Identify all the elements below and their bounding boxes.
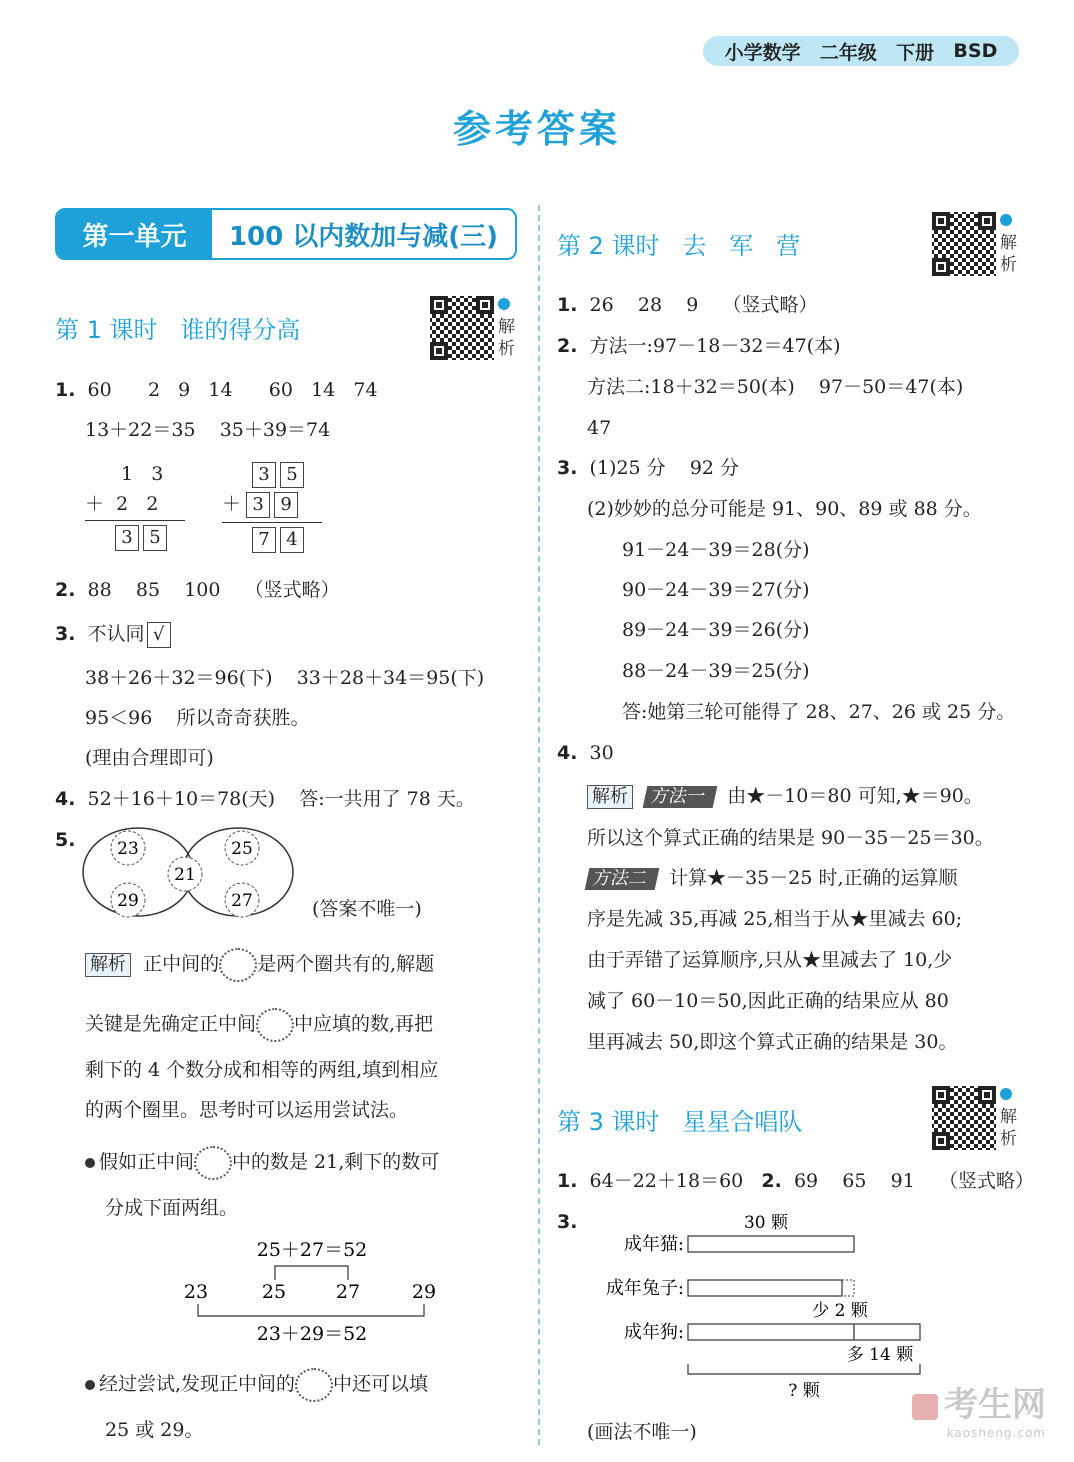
q-number: 2. bbox=[557, 335, 578, 357]
l3-q3-note: (画法不唯一) bbox=[587, 1421, 697, 1443]
l2-q2-l3: 47 bbox=[587, 417, 612, 439]
lesson3-title: 第 3 课时 星星合唱队 bbox=[557, 1108, 803, 1136]
analysis-tag: 解析 bbox=[85, 953, 131, 977]
l2-q3-ans: 答:她第三轮可能得了 28、27、26 或 25 分。 bbox=[622, 701, 1016, 723]
l2-q4-text: 30 bbox=[589, 742, 614, 764]
watermark-logo-icon bbox=[912, 1394, 938, 1420]
l1-q1-line1: 60 2 9 14 60 14 74 bbox=[87, 379, 378, 401]
flower-29 bbox=[111, 883, 145, 917]
l1-q2 bbox=[55, 578, 340, 602]
l1-a-p1b: 是两个圈共有的,解题 bbox=[257, 953, 435, 975]
l2-q3-calc: 91－24－39＝28(分) bbox=[622, 539, 810, 561]
l1-analysis-p4: 的两个圈里。思考时可以运用尝试法。 bbox=[85, 1099, 409, 1121]
l1-analysis-b1 bbox=[85, 1146, 439, 1180]
l1-a-b2b: 中还可以填 bbox=[333, 1373, 429, 1395]
vc1-plus: ＋ bbox=[85, 493, 105, 515]
l2-q2 bbox=[557, 334, 840, 358]
l2-analysis-l2: 所以这个算式正确的结果是 90－35－25＝30。 bbox=[587, 827, 994, 849]
lesson2-title: 第 2 课时 去 军 营 bbox=[557, 232, 801, 260]
l2-q3-l1: (1)25 分 92 分 bbox=[589, 457, 740, 479]
vc2-res-box[interactable]: 7 bbox=[252, 527, 276, 553]
analysis-tag: 解析 bbox=[587, 785, 633, 809]
unit-label: 第一单元 bbox=[57, 210, 212, 258]
l1-q2-text: 88 85 100 （竖式略） bbox=[87, 579, 340, 601]
l2-analysis-l6: 减了 60－10＝50,因此正确的结果应从 80 bbox=[587, 990, 949, 1012]
check-box[interactable]: √ bbox=[147, 622, 171, 648]
bar-dog-label: 成年狗: bbox=[623, 1322, 684, 1343]
bar-less-label: 少 2 颗 bbox=[812, 1301, 868, 1321]
l2-q1 bbox=[557, 293, 817, 317]
l2-q3-l2: (2)妙妙的总分可能是 91、90、89 或 88 分。 bbox=[587, 498, 982, 520]
header-pill bbox=[703, 36, 1019, 66]
l1-a-b1b: 中的数是 21,剩下的数可 bbox=[232, 1151, 440, 1173]
vc1-res-box[interactable]: 5 bbox=[143, 525, 167, 551]
q-number: 1. bbox=[557, 1170, 578, 1192]
l3-q1-text: 64－22＋18＝60 bbox=[589, 1170, 744, 1192]
watermark bbox=[912, 1377, 1046, 1440]
vc1-mid: 2 2 bbox=[116, 493, 159, 515]
diagram-top-eq: 25＋27＝52 bbox=[256, 1239, 368, 1261]
play-icon bbox=[1000, 214, 1012, 226]
l2-q3 bbox=[557, 456, 739, 480]
lesson1-scan-link[interactable] bbox=[498, 294, 518, 360]
l1-analysis-p3: 剩下的 4 个数分成和相等的两组,填到相应 bbox=[85, 1059, 439, 1081]
lesson3-qr-code-icon[interactable] bbox=[930, 1084, 998, 1152]
bar-more-label: 多 14 颗 bbox=[846, 1345, 914, 1365]
flower-icon bbox=[194, 1146, 232, 1180]
method-tag: 方法一 bbox=[643, 786, 718, 808]
l2-analysis-l7: 里再减去 50,即这个算式正确的结果是 30。 bbox=[587, 1031, 958, 1053]
q-number: 4. bbox=[557, 742, 578, 764]
bar-total-label: ? 颗 bbox=[788, 1381, 820, 1401]
vc1-res-box[interactable]: 3 bbox=[115, 525, 139, 551]
column-divider bbox=[538, 205, 540, 1445]
l1-q3-line3: 95＜96 所以奇奇获胜。 bbox=[85, 707, 310, 729]
l1-a-b1a: 假如正中间 bbox=[99, 1151, 195, 1173]
q-number: 1. bbox=[55, 379, 76, 401]
l1-q4 bbox=[55, 787, 475, 811]
l1-q4-text: 52＋16＋10＝78(天) 答:一共用了 78 天。 bbox=[87, 788, 475, 810]
l2-q4 bbox=[557, 741, 614, 765]
diagram-num: 27 bbox=[335, 1281, 361, 1303]
q-number: 5. bbox=[55, 829, 76, 851]
method-tag: 方法二 bbox=[585, 868, 660, 890]
l2-q2-l2: 方法二:18＋32＝50(本) 97－50＝47(本) bbox=[587, 376, 964, 398]
l1-q5-number bbox=[55, 828, 75, 852]
l1-q5-note: (答案不唯一) bbox=[312, 898, 422, 920]
bar-cat-label: 成年猫: bbox=[623, 1234, 684, 1255]
vc2-plus: ＋ bbox=[222, 493, 242, 515]
lesson1-qr-code-icon[interactable] bbox=[428, 294, 496, 362]
l1-analysis-b2c: 25 或 29。 bbox=[105, 1419, 204, 1441]
l2-q3-calc: 89－24－39＝26(分) bbox=[622, 619, 810, 641]
l3-q1 bbox=[557, 1169, 1034, 1193]
l2-analysis-l1 bbox=[587, 784, 983, 809]
l3-q3-number bbox=[557, 1210, 577, 1234]
q-number: 4. bbox=[55, 788, 76, 810]
bulb-icon bbox=[85, 1380, 95, 1390]
watermark-name: 考生网 bbox=[944, 1385, 1046, 1425]
lesson2-scan-link[interactable] bbox=[1000, 210, 1020, 276]
bar-rabbit-label: 成年兔子: bbox=[605, 1278, 684, 1299]
l1-q3-text: 不认同 bbox=[87, 623, 145, 645]
page-title: 参考答案 bbox=[452, 107, 621, 151]
l1-a-p2b: 中应填的数,再把 bbox=[294, 1013, 434, 1035]
l2-q1-text: 26 28 9 （竖式略） bbox=[589, 294, 818, 316]
l1-a-b2a: 经过尝试,发现正中间的 bbox=[99, 1373, 296, 1395]
flower-25 bbox=[225, 831, 259, 865]
q-number: 3. bbox=[55, 623, 76, 645]
lesson2-qr-code-icon[interactable] bbox=[930, 210, 998, 278]
flower-icon bbox=[295, 1368, 333, 1402]
vc2-mid-box[interactable]: 3 bbox=[246, 492, 270, 518]
l1-q1-line2: 13＋22＝35 35＋39＝74 bbox=[85, 419, 331, 441]
watermark-url: kaosheng.com bbox=[946, 1426, 1046, 1440]
vertical-calc-1 bbox=[85, 462, 185, 551]
flower-21 bbox=[168, 857, 202, 891]
vc1-top: 1 3 bbox=[121, 463, 164, 485]
vc2-top-box[interactable]: 5 bbox=[280, 462, 304, 488]
q-number: 1. bbox=[557, 294, 578, 316]
svg-text:29: 29 bbox=[117, 891, 139, 911]
l1-q3 bbox=[55, 622, 175, 648]
header-subject: 小学数学 bbox=[724, 41, 801, 64]
flower-icon bbox=[256, 1008, 294, 1042]
svg-text:27: 27 bbox=[231, 891, 253, 911]
flower-circles-diagram bbox=[80, 820, 295, 920]
header-volume: 下册 bbox=[896, 41, 935, 64]
q-number: 3. bbox=[557, 457, 578, 479]
l1-q3-line2: 38＋26＋32＝96(下) 33＋28＋34＝95(下) bbox=[85, 667, 485, 689]
unit-banner bbox=[55, 208, 517, 260]
vc2-res-box[interactable]: 4 bbox=[280, 527, 304, 553]
l1-a-p2a: 关键是先确定正中间 bbox=[85, 1013, 257, 1035]
scan-label: 解析 bbox=[1000, 233, 1017, 275]
diagram-num: 25 bbox=[261, 1281, 287, 1303]
header-grade: 二年级 bbox=[819, 41, 877, 64]
l2-analysis-l3 bbox=[587, 866, 958, 890]
play-icon bbox=[1000, 1088, 1012, 1100]
l2-a-m1text: 由★－10＝80 可知,★＝90。 bbox=[727, 785, 983, 807]
diagram-num: 29 bbox=[411, 1281, 437, 1303]
bar-model-diagram bbox=[600, 1204, 940, 1404]
diagram-bottom-eq: 23＋29＝52 bbox=[256, 1323, 368, 1345]
l1-analysis-b1c: 分成下面两组。 bbox=[105, 1197, 239, 1219]
play-icon bbox=[498, 298, 510, 310]
bar-rabbit-missing bbox=[842, 1280, 854, 1296]
scan-label: 解析 bbox=[1000, 1107, 1017, 1149]
svg-text:21: 21 bbox=[174, 865, 196, 885]
vc2-top-box[interactable]: 3 bbox=[252, 462, 276, 488]
l2-q3-calc: 90－24－39＝27(分) bbox=[622, 579, 810, 601]
q-number: 2. bbox=[55, 579, 76, 601]
l3-q2-text: 69 65 91 （竖式略） bbox=[793, 1170, 1034, 1192]
l1-analysis-b2 bbox=[85, 1368, 428, 1402]
l1-analysis-p1 bbox=[85, 948, 434, 982]
bar-cat bbox=[688, 1236, 854, 1252]
grouping-diagram bbox=[180, 1232, 440, 1352]
flower-23 bbox=[111, 831, 145, 865]
q-number: 3. bbox=[557, 1211, 578, 1233]
svg-text:23: 23 bbox=[117, 839, 139, 859]
unit-title: 100 以内数加与减(三) bbox=[228, 221, 499, 252]
l2-q2-l1: 方法一:97－18－32＝47(本) bbox=[589, 335, 841, 357]
vc2-mid-box[interactable]: 9 bbox=[274, 492, 298, 518]
bar-rabbit bbox=[688, 1280, 842, 1296]
l2-a-m2text: 计算★－35－25 时,正确的运算顺 bbox=[669, 867, 958, 889]
lesson1-title: 第 1 课时 谁的得分高 bbox=[55, 316, 301, 344]
bar-dog-extra bbox=[854, 1324, 920, 1340]
lesson3-scan-link[interactable] bbox=[1000, 1084, 1020, 1150]
l1-analysis-p2 bbox=[85, 1008, 433, 1042]
l1-q3-line4: (理由合理即可) bbox=[85, 747, 214, 769]
flower-icon bbox=[219, 948, 257, 982]
q-number: 2. bbox=[761, 1170, 782, 1192]
bulb-icon bbox=[85, 1158, 95, 1168]
l2-analysis-l4: 序是先减 35,再减 25,相当于从★里减去 60; bbox=[587, 908, 963, 930]
svg-text:25: 25 bbox=[231, 839, 253, 859]
bar-top-label: 30 颗 bbox=[743, 1213, 789, 1233]
flower-27 bbox=[225, 883, 259, 917]
header-edition: BSD bbox=[953, 40, 998, 62]
l1-q1 bbox=[55, 378, 378, 402]
l2-analysis-l5: 由于弄错了运算顺序,只从★里减去了 10,少 bbox=[587, 949, 953, 971]
scan-label: 解析 bbox=[498, 317, 515, 359]
diagram-num: 23 bbox=[183, 1281, 209, 1303]
l1-a-p1a: 正中间的 bbox=[143, 953, 220, 975]
bar-dog bbox=[688, 1324, 854, 1340]
vertical-calc-2 bbox=[222, 462, 322, 553]
l2-q3-calc: 88－24－39＝25(分) bbox=[622, 660, 810, 682]
